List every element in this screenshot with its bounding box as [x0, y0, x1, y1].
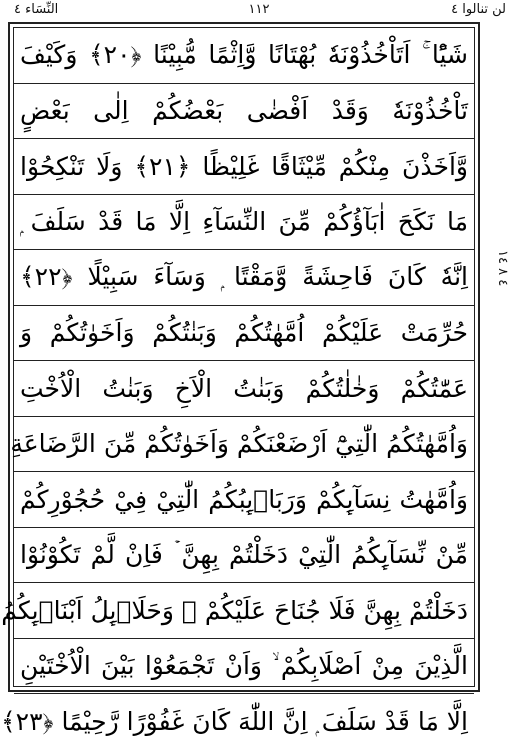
verse-lines [1, 28, 474, 736]
text-line [14, 639, 474, 695]
juz-label: لن تنالوا ٤ [451, 2, 506, 17]
text-line [14, 84, 474, 140]
line-text: اِلَّا مَا قَدْ سَلَفَ ۭ اِنَّ اللّٰهَ كَانَ غَفُوْرًا رَّحِيْمًا ﴿٢٣﴾ [1, 706, 468, 736]
text-line [14, 306, 474, 362]
line-text: وَّاَخَذْنَ مِنْكُمْ مِّيْثَاقًا غَلِيْظًا ﴿٢١﴾ وَلَا تَنْكِحُوْا [20, 151, 468, 181]
line-text: حُرِّمَتْ عَلَيْكُمْ اُمَّهٰتُكُمْ وَبَنٰتُكُمْ وَاَخَوٰتُكُمْ وَ [20, 318, 468, 348]
text-line [1, 583, 474, 639]
text-line [14, 250, 474, 306]
page-header [0, 0, 518, 20]
text-line [14, 361, 474, 417]
line-text: الَّذِيْنَ مِنْ اَصْلَابِكُمْ ۙ وَاَنْ تَجْمَعُوْا بَيْنَ الْاُخْتَيْنِ [20, 650, 468, 680]
ruku-marker: ٤ ٨ ١٤ [495, 250, 510, 287]
line-text: مِّنْ نِّسَآىِٕكُمُ الّٰتِيْ دَخَلْتُمْ بِهِنَّ ۡ فَاِنْ لَّمْ تَكُوْنُوْا [20, 539, 468, 569]
surah-label: النِّسَاء ٤ [14, 2, 59, 17]
line-text: عَمّٰتُكُمْ وَخٰلٰتُكُمْ وَبَنٰتُ الْاَخِ وَبَنٰتُ الْاُخْتِ [20, 373, 468, 403]
page-frame [1, 22, 480, 736]
page-number: ١١٢ [248, 2, 270, 17]
text-line [14, 28, 474, 84]
text-line [14, 472, 474, 528]
line-text: مَا نَكَحَ اٰبَآؤُكُمْ مِّنَ النِّسَآءِ اِلَّا مَا قَدْ سَلَفَ ۭ [20, 206, 468, 236]
line-text: دَخَلْتُمْ بِهِنَّ فَلَا جُنَاحَ عَلَيْكُمْ ۡ وَحَلَاۗىِٕلُ اَبْنَاۗىِٕكُمُ [1, 595, 468, 625]
line-text: شَيًْا ۚ اَتَاْخُذُوْنَهٗ بُهْتَانًا وَّاِثْمًا مُّبِيْنًا ﴿٢٠﴾ وَكَيْفَ [20, 40, 468, 70]
line-text: تَاْخُذُوْنَهٗ وَقَدْ اَفْضٰى بَعْضُكُمْ اِلٰى بَعْضٍ [20, 96, 468, 126]
text-line [10, 417, 474, 473]
line-text: وَاُمَّهٰتُ نِسَآىِٕكُمْ وَرَبَاۗىِٕبُكُمُ الّٰتِيْ فِيْ حُجُوْرِكُمْ [20, 484, 468, 514]
line-text: وَاُمَّهٰتُكُمُ الّٰتِيْٓ اَرْضَعْنَكُمْ وَاَخَوٰتُكُمْ مِّنَ الرَّضَاعَةِ [10, 429, 468, 459]
text-line [14, 139, 474, 195]
text-line [14, 195, 474, 251]
text-line [1, 694, 474, 750]
text-line [14, 528, 474, 584]
line-text: اِنَّهٗ كَانَ فَاحِشَةً وَّمَقْتًا ۭ وَسَآءَ سَبِيْلًا ﴿٢٢﴾ [20, 262, 468, 292]
